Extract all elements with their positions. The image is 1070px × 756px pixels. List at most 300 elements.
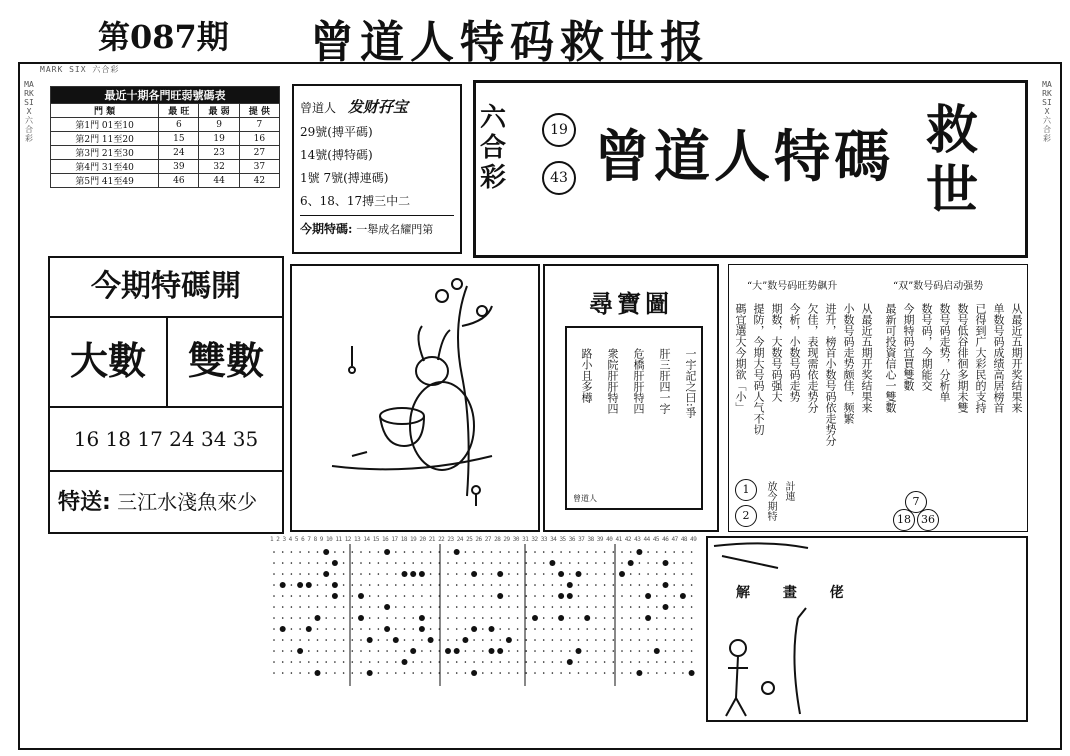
grid-dot [395,617,397,619]
grid-dot [402,571,408,577]
grid-dot [499,562,501,564]
grid-dot [558,593,564,599]
grid-dot [412,661,414,663]
grid-dot [526,650,528,652]
grid-dot [491,617,493,619]
grid-dot [404,562,406,564]
grid-dot [291,551,293,553]
grid-dot [613,617,615,619]
grid-dot [665,661,667,663]
grid-dot [325,595,327,597]
grid-dot [543,617,545,619]
grid-dot [584,615,590,621]
grid-dot [630,606,632,608]
grid-dot [526,584,528,586]
analysis-note: 計連 [783,481,794,501]
stats-cell: 15 [159,132,199,146]
grid-dot [689,670,695,676]
grid-dot [378,628,380,630]
grid-dot [360,551,362,553]
grid-dot [691,617,693,619]
grid-dot [586,650,588,652]
stats-cell: 16 [239,132,279,146]
grid-dot [343,650,345,652]
analysis-circle: 1 [735,479,757,501]
grid-dot [334,650,336,652]
grid-dot [325,562,327,564]
grid-dot [517,562,519,564]
grid-dot [378,595,380,597]
grid-dot [491,573,493,575]
grid-dot [576,571,582,577]
rabbit-illustration [292,266,538,530]
grid-dot [395,672,397,674]
stats-cell: 39 [159,160,199,174]
grid-dot [334,606,336,608]
stats-header: 提 供 [239,104,279,118]
grid-dot [576,648,582,654]
grid-dot [691,595,693,597]
grid-dot [630,595,632,597]
grid-dot [526,661,528,663]
grid-dot [378,551,380,553]
grid-dot [552,573,554,575]
grid-dot [473,606,475,608]
grid-dot [343,672,345,674]
treasure-col: 危橋肝肝特四 [632,348,645,414]
grid-dot [482,672,484,674]
grid-dot [395,661,397,663]
grid-dot [325,606,327,608]
grid-dot [360,606,362,608]
grid-dot [282,551,284,553]
grid-dot [325,672,327,674]
grid-dot [499,551,501,553]
grid-dot [663,560,669,566]
grid-dot [569,573,571,575]
grid-dot [665,573,667,575]
grid-dot [482,661,484,663]
grid-dot [332,582,338,588]
grid-dot [291,639,293,641]
grid-dot [291,650,293,652]
grid-dot [665,639,667,641]
grid-dot [506,637,512,643]
stats-title: 最近十期各門旺弱號碼表 [51,87,280,104]
grid-dot [421,639,423,641]
grid-dot [491,639,493,641]
grid-dot [430,551,432,553]
grid-dot [526,562,528,564]
grid-dot [621,617,623,619]
grid-dot [430,584,432,586]
grid-dot [656,606,658,608]
grid-dot [352,584,354,586]
grid-dot [299,661,301,663]
grid-dot [567,593,573,599]
logo-mark-six: 六合彩 [480,103,507,193]
grid-dot [308,617,310,619]
grid-dot [491,661,493,663]
grid-dot [534,672,536,674]
grid-header: 1 2 3 4 5 6 7 8 9 10 11 12 13 14 15 16 17 18 19 20 21 22 23 24 25 26 27 28 29 30 31 32 33 34 35 36 37 38 39 40 41 42 43 44 45 46 47 48 49 [270,536,697,543]
grid-dot [595,650,597,652]
grid-dot [412,606,414,608]
grid-dot [378,562,380,564]
logo-ball: 19 [542,113,576,147]
grid-dot [499,584,501,586]
analysis-panel [728,264,1028,532]
grid-dot [665,650,667,652]
grid-dot [367,637,373,643]
grid-dot [378,573,380,575]
grid-dot [499,661,501,663]
grid-dot [508,606,510,608]
grid-dot [526,628,528,630]
grid-dot [604,628,606,630]
grid-dot [578,551,580,553]
grid-dot [343,639,345,641]
grid-dot [578,639,580,641]
grid-dot [325,650,327,652]
treasure-col: 路小且多樽 [580,348,593,403]
grid-dot [508,584,510,586]
grid-dot [613,650,615,652]
grid-dot [517,606,519,608]
grid-dot [325,639,327,641]
grid-dot [630,639,632,641]
grid-dot [534,562,536,564]
treasure-map-panel [543,264,719,532]
grid-dot [508,595,510,597]
grid-dot [665,551,667,553]
picks-room: 发财孖宝 [347,98,408,116]
grid-dot [604,639,606,641]
analysis-circle: 36 [917,509,939,531]
analysis-col: 数号低谷徘徊多期未雙 [956,303,969,413]
grid-dot [656,551,658,553]
right-strip: MARK SIX 六合彩 [1042,80,1052,143]
grid-dot [526,573,528,575]
grid-dot [647,672,649,674]
grid-dot [291,672,293,674]
grid-dot [508,628,510,630]
grid-dot [352,606,354,608]
grid-dot [586,551,588,553]
grid-dot [526,551,528,553]
grid-dot [621,628,623,630]
grid-dot [647,573,649,575]
grid-dot [491,584,493,586]
grid-dot [534,628,536,630]
grid-dot [621,595,623,597]
grid-dot [343,595,345,597]
analysis-col: 提防，今期大号码人气不切 [752,303,765,435]
grid-dot [291,584,293,586]
grid-dot [323,571,329,577]
grid-dot [465,650,467,652]
grid-dot [299,672,301,674]
grid-dot [299,628,301,630]
stats-header: 最 旺 [159,104,199,118]
grid-dot [456,595,458,597]
grid-dot [639,661,641,663]
grid-dot [282,672,284,674]
grid-dot [315,670,321,676]
grid-dot [404,650,406,652]
grid-dot [308,606,310,608]
grid-dot [447,672,449,674]
grid-dot [682,551,684,553]
grid-dot [471,571,477,577]
grid-dot [621,584,623,586]
grid-dot [552,617,554,619]
analysis-col: 小数号码走势颇佳，频繁 [842,303,855,424]
grid-dot [656,628,658,630]
grid-dot [430,661,432,663]
grid-dot [499,672,501,674]
grid-dot [378,639,380,641]
grid-dot [673,584,675,586]
treasure-scroll [565,326,703,510]
grid-dot [621,639,623,641]
grid-dot [613,595,615,597]
analysis-circle: 2 [735,505,757,527]
table-row [51,132,280,146]
grid-dot [682,639,684,641]
grid-dot [673,628,675,630]
gift-label: 特送: [58,490,111,515]
stats-cell: 第5門 41至49 [51,174,159,188]
grid-dot [497,571,503,577]
grid-dot [552,595,554,597]
grid-dot [682,617,684,619]
grid-dot [630,661,632,663]
grid-dot [552,672,554,674]
grid-dot [673,617,675,619]
grid-dot [604,661,606,663]
grid-dot [482,617,484,619]
logo-save-text: 救世 [926,100,979,221]
grid-dot [691,562,693,564]
grid-dot [378,617,380,619]
grid-dot [645,593,651,599]
grid-dot [491,551,493,553]
grid-dot [517,617,519,619]
grid-dot [682,661,684,663]
grid-dot [499,639,501,641]
grid-dot [489,648,495,654]
grid-dot [604,650,606,652]
grid-dot [308,562,310,564]
grid-dot [369,584,371,586]
picture-puzzle-panel [706,536,1028,722]
grid-dot [586,595,588,597]
grid-dot [360,628,362,630]
grid-dot [473,595,475,597]
grid-dot [665,595,667,597]
grid-dot [639,584,641,586]
grid-dot [630,672,632,674]
grid-dot [586,661,588,663]
stats-cell: 27 [239,146,279,160]
grid-dot [558,615,564,621]
grid-dot [291,595,293,597]
analysis-col: 单数号码成绩高居榜首 [992,303,1005,413]
grid-dot [560,661,562,663]
pick-line: 29號(搏平碼) [300,125,373,139]
today-title: 今期特碼開 [50,258,282,318]
grid-dot [447,573,449,575]
grid-dot [317,661,319,663]
grid-dot [447,584,449,586]
grid-dot [352,628,354,630]
grid-dot [560,584,562,586]
grid-dot [647,661,649,663]
stats-cell: 37 [239,160,279,174]
grid-dot [412,584,414,586]
grid-dot [499,617,501,619]
grid-dot [630,617,632,619]
grid-dot [595,551,597,553]
grid-dot [334,672,336,674]
grid-dot [378,661,380,663]
grid-dot [560,551,562,553]
grid-dot [636,549,642,555]
grid-dot [497,648,503,654]
grid-dot [534,551,536,553]
grid-dot [273,639,275,641]
grid-dot [291,617,293,619]
grid-dot [673,551,675,553]
grid-dot [369,573,371,575]
grid-dot [647,562,649,564]
grid-dot [384,604,390,610]
treasure-col: 衆院肝肝特四 [606,348,619,414]
grid-dot [421,661,423,663]
logo-main-text: 曾道人特碼 [594,124,894,190]
grid-dot [682,672,684,674]
grid-dot [473,617,475,619]
analysis-col: 已得到广大彩民的支持 [974,303,987,413]
grid-dot [630,650,632,652]
grid-dot [517,595,519,597]
grid-dot [465,661,467,663]
grid-dot [421,650,423,652]
grid-dot [691,606,693,608]
grid-dot [352,650,354,652]
left-strip: MARK SIX 六合彩 [24,80,34,143]
grid-dot [456,672,458,674]
grid-dot [412,617,414,619]
grid-dot [358,593,364,599]
grid-dot [595,628,597,630]
grid-dot [404,595,406,597]
grid-dot [517,628,519,630]
grid-dot [273,661,275,663]
grid-dot [482,650,484,652]
grid-dot [308,650,310,652]
grid-dot [569,628,571,630]
grid-dot [280,582,286,588]
grid-dot [656,595,658,597]
grid-dot [412,595,414,597]
grid-dot [534,639,536,641]
grid-dot [386,661,388,663]
grid-dot [332,560,338,566]
grid-dot [419,626,425,632]
stats-table [50,86,280,198]
grid-dot [308,639,310,641]
grid-dot [604,584,606,586]
grid-dot [630,551,632,553]
grid-dot [332,593,338,599]
special-label: 今期特碼: [300,222,353,236]
stats-cell: 19 [199,132,239,146]
grid-dot [317,606,319,608]
grid-dot [421,595,423,597]
grid-dot [497,593,503,599]
analysis-col: 从最近五期开奖结果来 [1010,303,1023,413]
grid-dot [273,551,275,553]
grid-dot [282,650,284,652]
grid-dot [656,573,658,575]
grid-dot [395,551,397,553]
grid-dot [586,672,588,674]
grid-dots [270,536,702,722]
grid-dot [369,661,371,663]
analysis-col: 今期特码宜買雙數 [902,303,915,391]
grid-dot [639,650,641,652]
stats-cell: 第2門 11至20 [51,132,159,146]
grid-dot [508,562,510,564]
puzzle-title: 解 畫 佬 [736,585,858,601]
table-row [51,160,280,174]
analysis-note: 放今期特 [765,481,776,521]
grid-dot [343,628,345,630]
pick-line: 1號 7號(搏連碼) [300,171,389,185]
grid-dot [543,562,545,564]
stats-cell: 46 [159,174,199,188]
grid-dot [395,562,397,564]
grid-dot [352,551,354,553]
grid-dot [630,573,632,575]
grid-dot [402,659,408,665]
grid-dot [639,562,641,564]
grid-dot [308,595,310,597]
grid-dot [656,617,658,619]
today-numbers: 16 18 17 24 34 35 [50,408,282,472]
grid-dot [291,562,293,564]
grid-dot [578,617,580,619]
grid-dot [273,573,275,575]
grid-dot [430,617,432,619]
grid-dot [595,595,597,597]
grid-dot [569,562,571,564]
grid-dot [552,551,554,553]
grid-dot [410,648,416,654]
stats-cell: 6 [159,118,199,132]
grid-dot [482,551,484,553]
grid-dot [465,595,467,597]
grid-dot [369,551,371,553]
grid-dot [412,551,414,553]
grid-dot [343,562,345,564]
grid-dot [473,584,475,586]
grid-dot [569,606,571,608]
grid-dot [569,639,571,641]
grid-dot [317,573,319,575]
